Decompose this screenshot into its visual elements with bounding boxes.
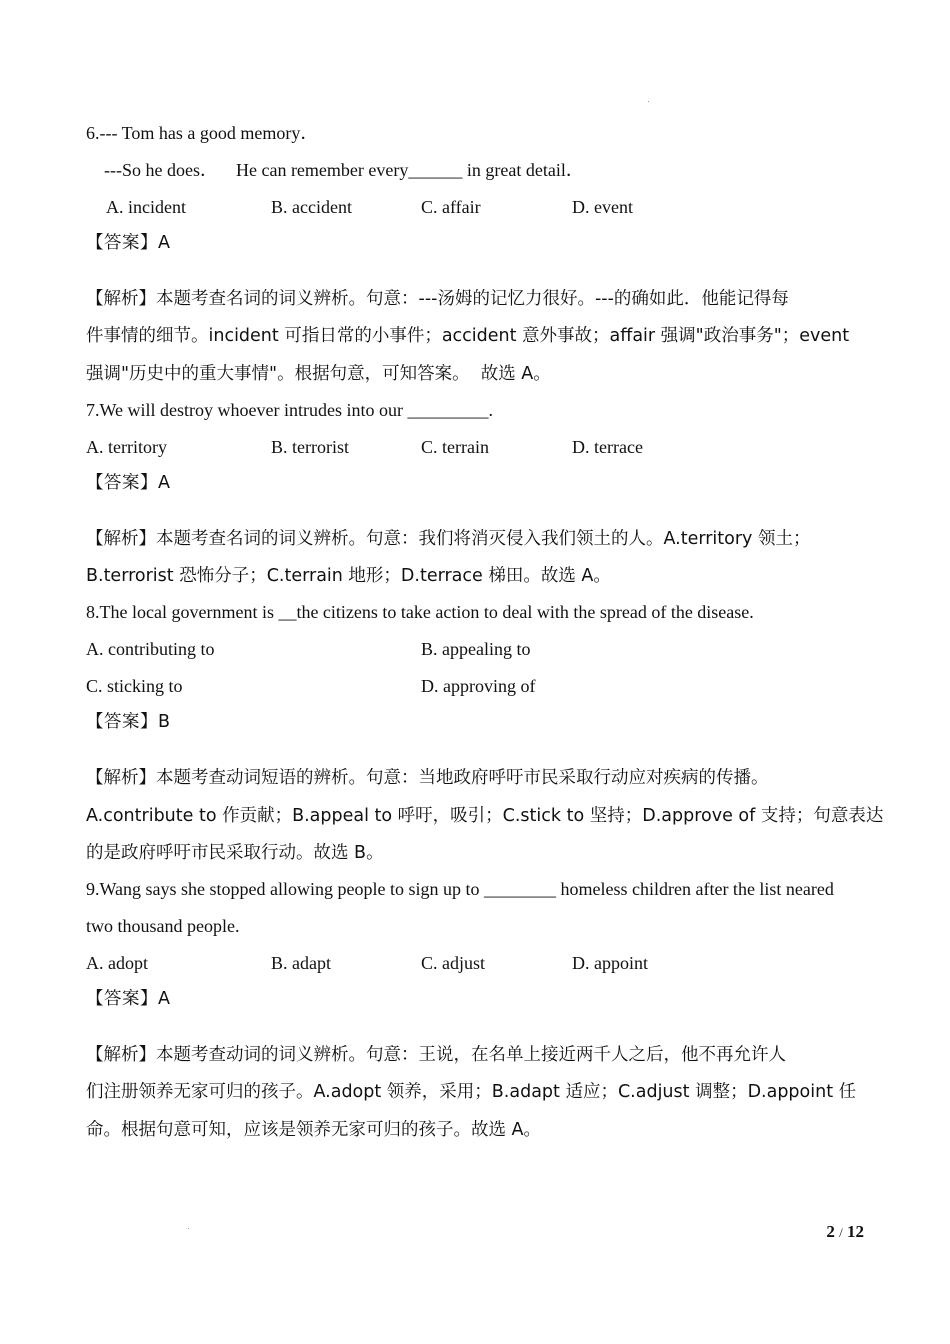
q7-option-b: B. terrorist	[271, 437, 349, 457]
q9-stem-line1: 9.Wang says she stopped allowing people to sign up to ________ homeless children after the list neared	[86, 879, 834, 899]
q9-option-c: C. adjust	[421, 953, 486, 973]
q8-analysis-line3: 的是政府呼吁市民采取行动。故选 B。	[86, 843, 384, 863]
q7-stem: 7.We will destroy whoever intrudes into our _________.	[86, 400, 493, 420]
q6-analysis-line3: 强调"历史中的重大事情"。根据句意，可知答案。 故选 A。	[86, 364, 551, 384]
q7-option-a: A. territory	[86, 437, 167, 457]
q6-analysis-line1: 【解析】本题考查名词的词义辨析。句意：---汤姆的记忆力很好。---的确如此．他能记得每	[86, 289, 789, 309]
q6-stem-line1: 6.--- Tom has a good memory．	[86, 123, 319, 143]
q6-stem-line2: ---So he does． He can remember every______ in great detail．	[104, 160, 584, 180]
q7-analysis-line2: B.terrorist 恐怖分子；C.terrain 地形；D.terrace 梯田。故选 A。	[86, 566, 611, 586]
q9-option-d: D. appoint	[572, 953, 648, 973]
q7-option-d: D. terrace	[572, 437, 643, 457]
q9-analysis-line1: 【解析】本题考查动词的词义辨析。句意：王说，在名单上接近两千人之后，他不再允许人	[86, 1045, 786, 1065]
page-separator: /	[839, 1225, 843, 1240]
q8-option-b: B. appealing to	[421, 639, 531, 659]
scan-dot	[648, 101, 649, 102]
q8-option-c: C. sticking to	[86, 676, 183, 696]
q6-answer: 【答案】A	[86, 233, 171, 253]
current-page: 2	[826, 1222, 835, 1241]
q8-analysis-line2: A.contribute to 作贡献；B.appeal to 呼吁，吸引；C.stick to 坚持；D.approve of 支持；句意表达	[86, 806, 884, 826]
q6-analysis-line2: 件事情的细节。incident 可指日常的小事件；accident 意外事故；affair 强调"政治事务"；event	[86, 326, 850, 346]
q9-answer: 【答案】A	[86, 989, 171, 1009]
q8-analysis-line1: 【解析】本题考查动词短语的辨析。句意：当地政府呼吁市民采取行动应对疾病的传播。	[86, 768, 769, 788]
q7-answer: 【答案】A	[86, 473, 171, 493]
q9-analysis-line3: 命。根据句意可知，应该是领养无家可归的孩子。故选 A。	[86, 1120, 542, 1140]
q9-stem-line2: two thousand people.	[86, 916, 240, 936]
q6-option-a: A. incident	[106, 197, 186, 217]
q6-option-d: D. event	[572, 197, 633, 217]
q7-option-c: C. terrain	[421, 437, 489, 457]
total-pages: 12	[847, 1222, 864, 1241]
page-number	[826, 1222, 864, 1242]
q8-answer: 【答案】B	[86, 712, 171, 732]
q9-analysis-line2: 们注册领养无家可归的孩子。A.adopt 领养，采用；B.adapt 适应；C.adjust 调整；D.appoint 任	[86, 1082, 857, 1102]
q6-option-c: C. affair	[421, 197, 481, 217]
scan-dot	[188, 1228, 189, 1229]
q9-option-a: A. adopt	[86, 953, 148, 973]
q8-stem: 8.The local government is __the citizens to take action to deal with the spread of the disease.	[86, 602, 754, 622]
q9-option-b: B. adapt	[271, 953, 331, 973]
q7-analysis-line1: 【解析】本题考查名词的词义辨析。句意：我们将消灭侵入我们领土的人。A.territory 领土；	[86, 529, 811, 549]
q8-option-a: A. contributing to	[86, 639, 215, 659]
q6-option-b: B. accident	[271, 197, 352, 217]
q8-option-d: D. approving of	[421, 676, 536, 696]
